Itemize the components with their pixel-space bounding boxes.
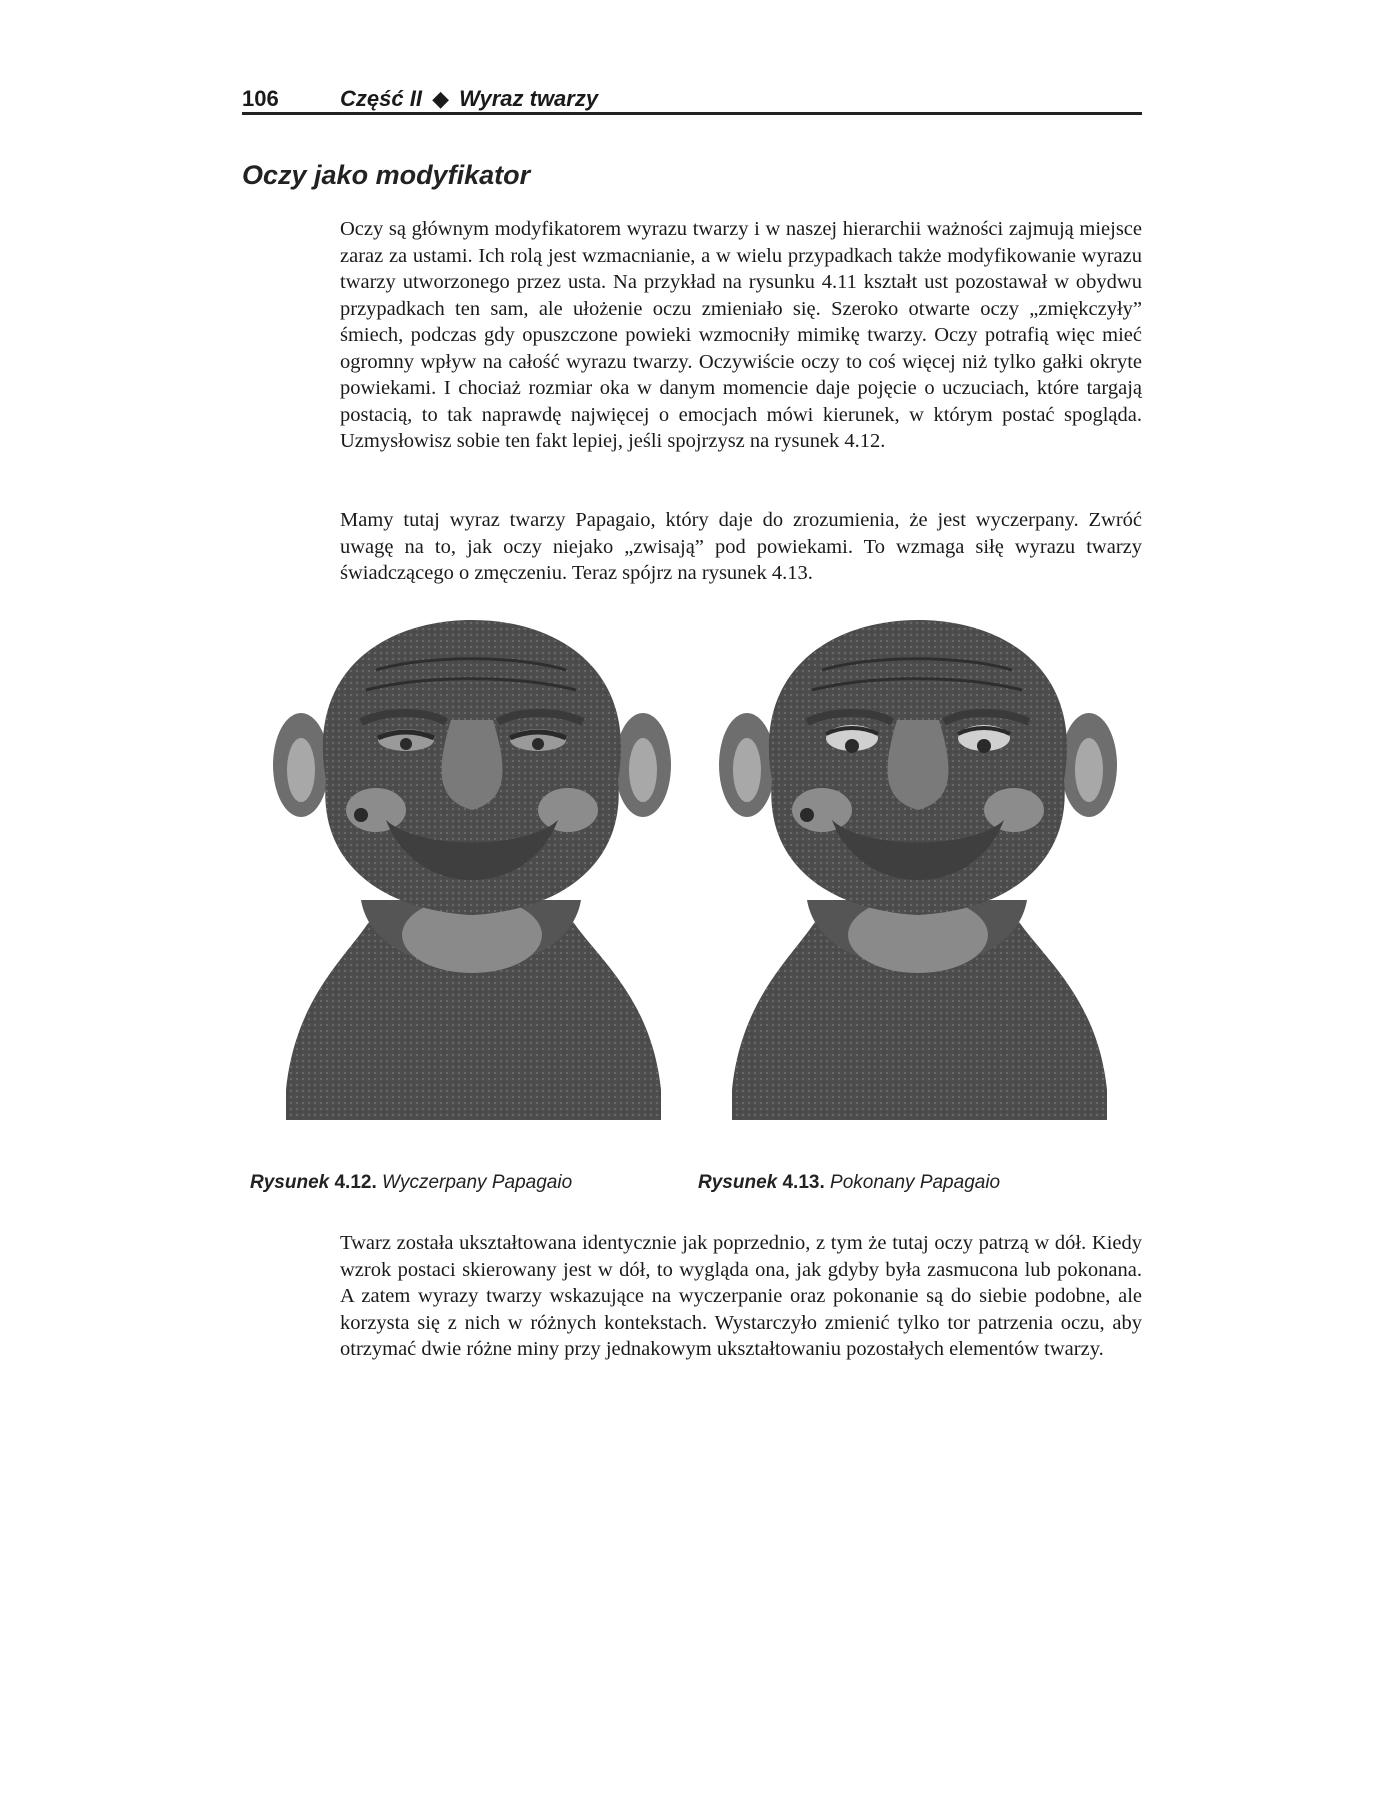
caption-label: Rysunek <box>250 1172 330 1193</box>
page-number: 106 <box>242 86 279 111</box>
paragraph-2 <box>340 507 1142 587</box>
caption-title: Pokonany Papagaio <box>830 1172 1001 1193</box>
figure-4-12-image <box>266 610 678 1130</box>
chapter-label: Wyraz twarzy <box>459 86 599 111</box>
diamond-separator-icon: ◆ <box>432 86 449 111</box>
paragraph-text: Oczy są głównym modyfikatorem wyrazu twarzy i w naszej hierarchii ważności zajmują miejsce zaraz za ustami. Ich rolą jest wzmacnianie, a w wielu przypadkach także modyfikowanie wyrazu twarzy utworzonego przez usta. Na przykład na rysunku 4.11 kształt ust pozostawał w obydwu przypadkach ten sam, ale ułożenie oczu zmieniało się. Szeroko otwarte oczy „zmiękczyły” śmiech, podczas gdy opuszczone powieki wzmocniły mimikę twarzy. Oczy potrafią więc mieć ogromny wpływ na całość wyrazu twarzy. Oczywiście oczy to coś więcej niż tylko gałki okryte powiekami. I chociaż rozmiar oka w danym momencie daje pojęcie o uczuciach, które targają postacią, to tak naprawdę najwięcej o emocjach mówi kierunek, w którym postać spogląda. Uzmysłowisz sobie ten fakt lepiej, jeśli spojrzysz na rysunek 4.12. <box>340 218 1142 452</box>
running-header <box>242 86 1142 115</box>
paragraph-text: Twarz została ukształtowana identycznie jak poprzednio, z tym że tutaj oczy patrzą w dół. Kiedy wzrok postaci skierowany jest w dół, to wygląda ona, jak gdyby była zasmucona lub pokonana. A zatem wyrazy twarzy wskazujące na wyczerpanie oraz pokonanie są do siebie podobne, ale korzysta się z nich w różnych kontekstach. Wystarczyło zmienić tylko tor patrzenia oczu, aby otrzymać dwie różne miny przy jednakowym ukształtowaniu pozostałych elementów twarzy. <box>340 1232 1142 1360</box>
caption-number: 4.12. <box>334 1172 377 1193</box>
running-header-section <box>340 86 598 112</box>
paragraph-3 <box>340 1230 1142 1363</box>
figure-4-13-image <box>712 610 1124 1130</box>
figure-4-13-caption <box>698 1172 1000 1194</box>
paragraph-1 <box>340 216 1142 455</box>
papagaio-bust-illustration <box>266 610 678 1130</box>
caption-number: 4.13. <box>782 1172 825 1193</box>
part-label: Część II <box>340 86 422 111</box>
figure-4-12-caption <box>250 1172 572 1194</box>
caption-title: Wyczerpany Papagaio <box>382 1172 573 1193</box>
paragraph-text: Mamy tutaj wyraz twarzy Papagaio, który daje do zrozumienia, że jest wyczerpany. Zwróć uwagę na to, jak oczy niejako „zwisają” pod powiekami. To wzmaga siłę wyrazu twarzy świadczącego o zmęczeniu. Teraz spójrz na rysunek 4.13. <box>340 509 1142 584</box>
section-title: Oczy jako modyfikator <box>242 160 531 190</box>
papagaio-bust-illustration <box>712 610 1124 1130</box>
caption-label: Rysunek <box>698 1172 778 1193</box>
